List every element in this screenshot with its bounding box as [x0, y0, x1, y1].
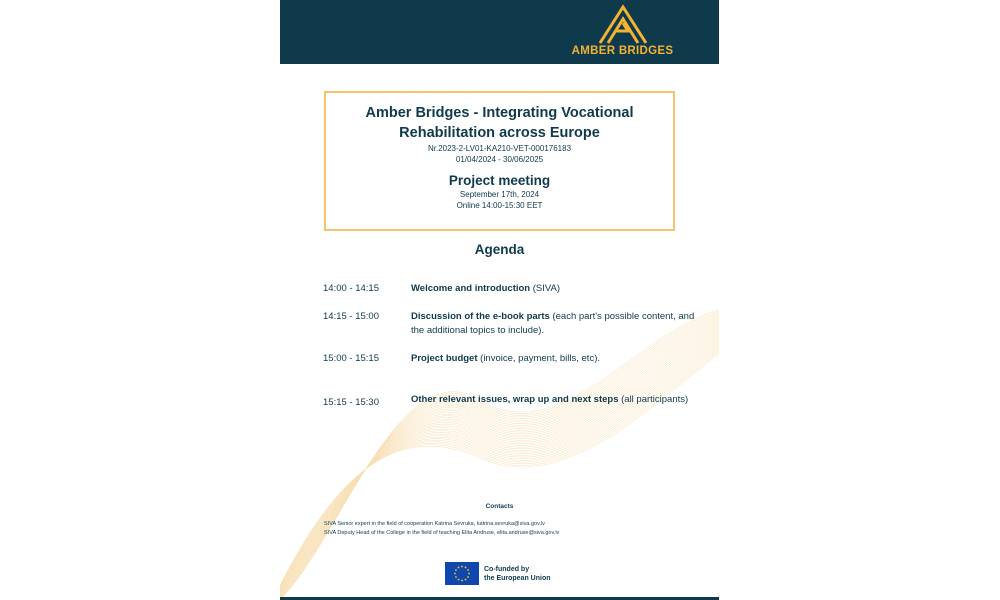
logo-text: AMBER BRIDGES — [571, 45, 674, 57]
eu-flag-icon — [445, 562, 479, 585]
agenda-title: Agenda — [474, 242, 525, 257]
agenda-detail: (each part's possible content, and the additional topics to include). — [411, 311, 695, 336]
amber-bridges-logo-icon — [596, 3, 650, 45]
eu-cofunded-text — [484, 565, 584, 583]
agenda-detail: (SIVA) — [530, 283, 561, 294]
contacts-title: Contacts — [485, 503, 514, 510]
meeting-title: Project meeting — [448, 173, 551, 188]
meeting-date: September 17th, 2024 — [459, 190, 540, 199]
header-banner — [280, 0, 719, 64]
agenda-description — [411, 282, 701, 296]
agenda-topic: Discussion of the e-book parts — [411, 311, 550, 322]
agenda-document — [280, 0, 719, 600]
agenda-topic: Project budget — [411, 353, 478, 364]
meeting-time: Online 14:00-15:30 EET — [456, 201, 543, 210]
agenda-description — [411, 393, 701, 407]
project-dates: 01/04/2024 - 30/06/2025 — [455, 155, 544, 164]
agenda-detail: (invoice, payment, bills, etc). — [477, 353, 601, 364]
agenda-topic: Welcome and introduction — [411, 283, 531, 294]
agenda-time: 15:00 - 15:15 — [323, 353, 379, 364]
agenda-time: 14:00 - 14:15 — [323, 283, 379, 294]
agenda-detail: (all participants) — [618, 394, 689, 405]
agenda-time: 15:15 - 15:30 — [323, 397, 379, 408]
title-box — [324, 91, 675, 231]
contact-line: SIVA Deputy Head of the College in the field of teaching Elita Andruse, elita.andruse@siva.gov.lv — [324, 530, 560, 536]
contact-line: SIVA Senior expert in the field of cooperation Katrina Sevruka, katrina.sevruka@siva.gov.lv — [324, 521, 545, 527]
agenda-topic: Other relevant issues, wrap up and next steps — [411, 394, 619, 405]
agenda-description — [411, 310, 701, 337]
project-title: Amber Bridges - Integrating Vocational Rehabilitation across Europe — [365, 105, 634, 141]
eu-line-2: the European Union — [484, 575, 551, 582]
project-number: Nr.2023-2-LV01-KA210-VET-000176183 — [427, 144, 572, 153]
eu-line-1: Co-funded by — [484, 566, 530, 573]
agenda-description — [411, 352, 701, 366]
agenda-time: 14:15 - 15:00 — [323, 311, 379, 322]
